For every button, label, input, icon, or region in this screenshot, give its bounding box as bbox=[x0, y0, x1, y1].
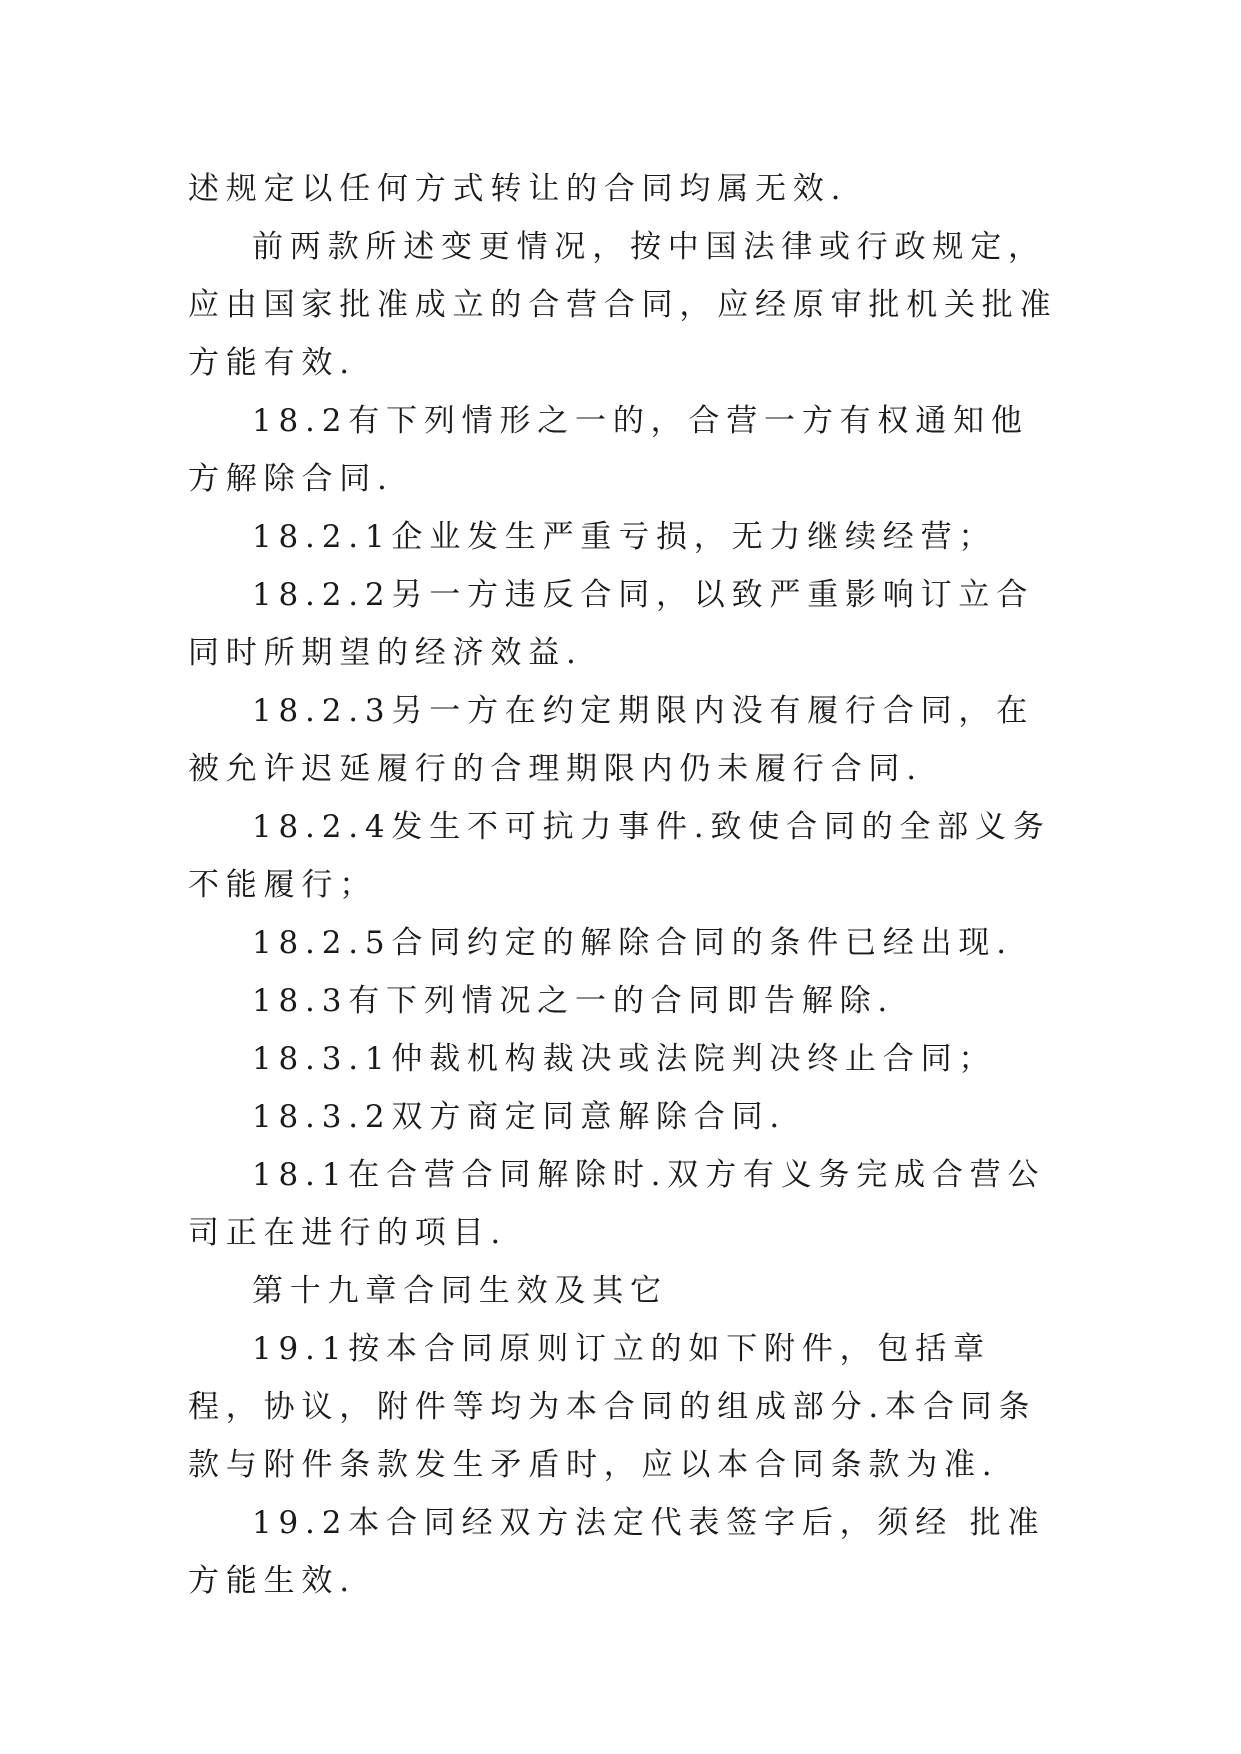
clause-18-2: 18.2有下列情形之一的，合营一方有权通知他方解除合同. bbox=[188, 403, 1029, 497]
clause-18-3: 18.3有下列情况之一的合同即告解除. bbox=[252, 983, 895, 1019]
paragraph-approval-required: 前两款所述变更情况，按中国法律或行政规定，应由国家批准成立的合营合同，应经原审批机关批准方能有效. bbox=[188, 229, 1058, 381]
clause-18-2-1: 18.2.1企业发生严重亏损，无力继续经营； bbox=[252, 519, 997, 555]
paragraph-transfer-invalid: 述规定以任何方式转让的合同均属无效. bbox=[188, 171, 848, 207]
chapter-19-heading: 第十九章合同生效及其它 bbox=[252, 1273, 668, 1309]
clause-19-1: 19.1按本合同原则订立的如下附件，包括章程，协议，附件等均为本合同的组成部分.本合同条款与附件条款发生矛盾时，应以本合同条款为准. bbox=[188, 1331, 1037, 1483]
clause-18-2-5: 18.2.5合同约定的解除合同的条件已经出现. bbox=[252, 925, 1013, 961]
clause-19-2: 19.2本合同经双方法定代表签字后，须经 批准方能生效. bbox=[188, 1505, 1046, 1599]
clause-18-2-4: 18.2.4发生不可抗力事件.致使合同的全部义务不能履行； bbox=[188, 809, 1051, 903]
clause-18-2-2: 18.2.2另一方违反合同，以致严重影响订立合同时所期望的经济效益. bbox=[188, 577, 1034, 671]
clause-18-2-3: 18.2.3另一方在约定期限内没有履行合同，在被允许迟延履行的合理期限内仍未履行合同. bbox=[188, 693, 1034, 787]
clause-18-3-2: 18.3.2双方商定同意解除合同. bbox=[252, 1099, 787, 1135]
clause-18-1: 18.1在合营合同解除时.双方有义务完成合营公司正在进行的项目. bbox=[188, 1157, 1046, 1251]
clause-18-3-1: 18.3.1仲裁机构裁决或法院判决终止合同； bbox=[252, 1041, 997, 1077]
document-body bbox=[188, 160, 1058, 1610]
